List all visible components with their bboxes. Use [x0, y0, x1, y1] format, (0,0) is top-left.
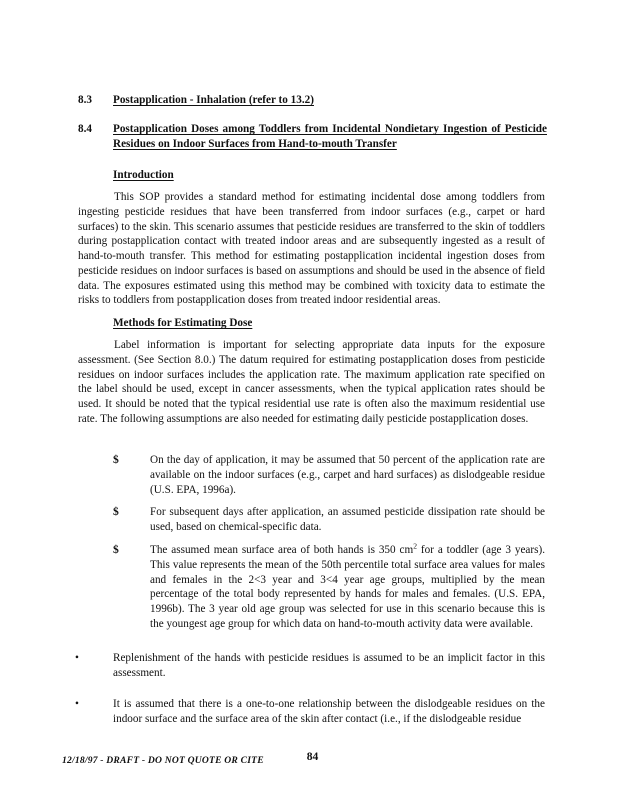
- paragraph-introduction: This SOP provides a standard method for estimating incidental dose among toddlers from ingesting pesticide residues that have been transferred from indoor surfaces (e.g., carpet or hard surfaces) to the skin. This scenario assumes that pesticide residues are transferred to the skin of toddlers during postapplication contact with treated indoor areas and are subsequently ingested as a result of hand-to-mouth transfer. This method for estimating postapplication incidental ingestion doses from pesticide residues on indoor surfaces is based on assumptions and should be used in the absence of field data. The exposures estimated using this method may be combined with toxicity data to estimate the risks to toddlers from postapplication doses from treated indoor residential areas.: [78, 191, 545, 307]
- list-item: [75, 697, 545, 727]
- list-item-text: It is assumed that there is a one-to-one relationship between the dislodgeable residues on the indoor surface and the surface area of the skin after contact (i.e., if the dislodgeable residue: [113, 698, 545, 725]
- subheading-methods: Methods for Estimating Dose: [113, 317, 253, 329]
- section-heading-8-4: [78, 122, 547, 153]
- list-item-text-part1: The assumed mean surface area of both hands is 350 cm: [150, 544, 414, 556]
- list-item: [113, 453, 545, 497]
- list-item: [75, 651, 545, 681]
- section-number: 8.3: [78, 94, 92, 106]
- paragraph-methods: Label information is important for selecting appropriate data inputs for the exposure assessment. (See Section 8.0.) The datum required for estimating postapplication doses from pesticide residues on indoor surfaces includes the application rate. The maximum application rate specified on the label should be used, except in cancer assessments, when the typical application rates should be used. It should be noted that the typical residential use rate is often also the maximum residential use rate. The following assumptions are also needed for estimating daily pesticide postapplication doses.: [78, 339, 545, 425]
- list-item-text: Replenishment of the hands with pesticide residues is assumed to be an implicit factor in this assessment.: [113, 652, 545, 679]
- dot-bullet-icon: •: [75, 652, 79, 664]
- footer-page-number: 84: [306, 750, 319, 763]
- list-item-text: [150, 543, 545, 632]
- list-item: [113, 543, 545, 632]
- section-heading-8-3: [78, 93, 547, 108]
- section-title: Postapplication Doses among Toddlers from Incidental Nondietary Ingestion of Pesticide Residues on Indoor Surfaces from Hand-to-mouth Transfer: [113, 123, 547, 151]
- list-item-text: On the day of application, it may be assumed that 50 percent of the application rate are available on the indoor surfaces (e.g., carpet and hard surfaces) as dislodgeable residue (U.S. EPA, 1996a).: [150, 454, 545, 496]
- dollar-bullet-icon: $: [113, 505, 119, 518]
- section-title: Postapplication - Inhalation (refer to 13.2): [113, 94, 314, 106]
- dollar-bullet-icon: $: [113, 453, 119, 466]
- section-number: 8.4: [78, 123, 92, 135]
- superscript-exponent: 2: [413, 541, 417, 551]
- list-item-text: For subsequent days after application, an assumed pesticide dissipation rate should be used, based on chemical-specific data.: [150, 506, 545, 533]
- footer-draft-notice: 12/18/97 - DRAFT - DO NOT QUOTE OR CITE: [62, 755, 264, 766]
- list-item-text-part2: for a toddler (age 3 years). This value represents the mean of the 50th percentile total surface area values for males and females in the 2<3 year and 3<4 year age groups, multiplied by the mean percentage of the total body represented by hands for males and females. (U.S. EPA, 1996b). The 3 year old age group was selected for use in this scenario because this is the youngest age group for which data on hand-to-mouth activity data were available.: [150, 544, 546, 630]
- list-item: [113, 505, 545, 535]
- dollar-bullet-icon: $: [113, 543, 119, 556]
- dot-bullet-icon: •: [75, 698, 79, 710]
- subheading-introduction: Introduction: [113, 169, 174, 181]
